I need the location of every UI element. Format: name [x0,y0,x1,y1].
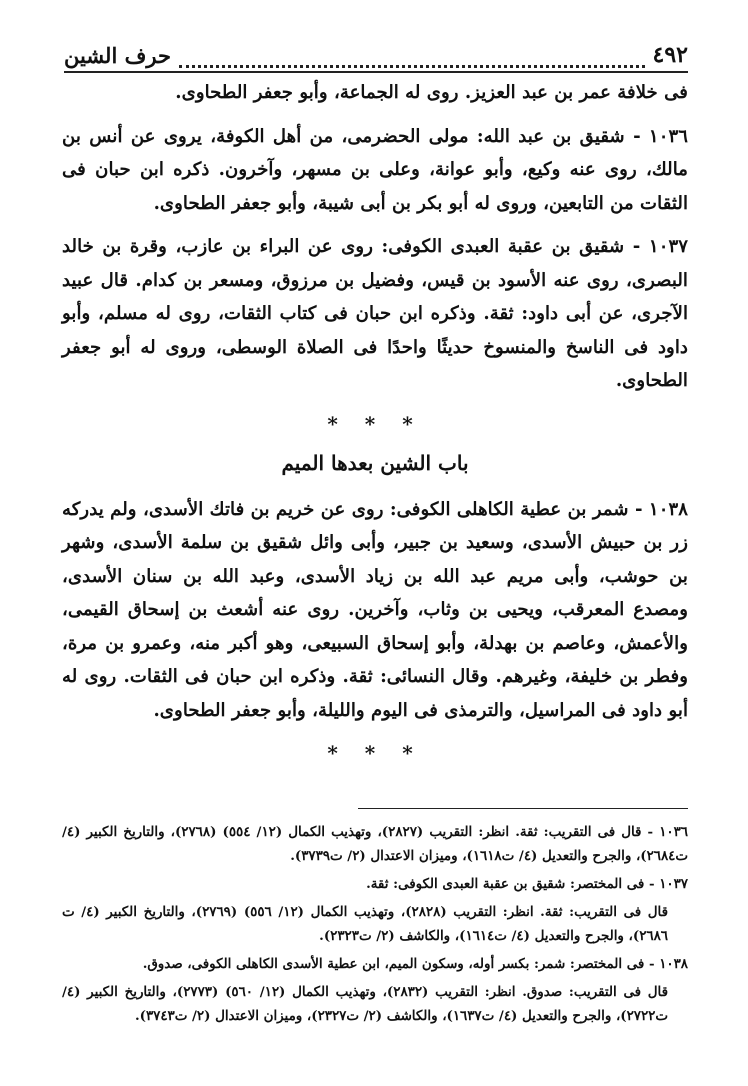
running-title: حرف الشين [64,43,171,68]
footnotes [62,820,688,1032]
footnote-1037-detail: قال فى التقريب: ثقة. انظر: التقريب (٢٨٢٨)، وتهذيب الكمال (١٢/ ٥٥٦) (٢٧٦٩)، والتاريخ الكبير (٤/ ت ٢٦٨٦)، والجرح والتعديل (٤/ ت١٦١٤)، والكاشف (٢/ ت٢٣٢٣). [62,904,668,944]
entry-1036: ١٠٣٦ - شقيق بن عبد الله: مولى الحضرمى، من أهل الكوفة، يروى عن أنس بن مالك، روى عنه وكيع، وأبو عوانة، وعلى بن مسهر، وآخرون. ذكره ابن حبان فى الثقات من التابعين، وروى له أبو بكر بن أبى شيبة، وأبو جعفر الطحاوى. [62,125,688,214]
section-separator-2: * * * [327,741,423,765]
entry-1038: ١٠٣٨ - شمر بن عطية الكاهلى الكوفى: روى عن خريم بن فاتك الأسدى، ولم يدركه زر بن حبيش الأسدى، وسعيد بن جبير، وأبى وائل شقيق بن سلمة الأسدى، وشهر بن حوشب، وأبى مريم عبد الله بن زياد الأسدى، وعبد الله بن سنان الأسدى، ومصدع المعرقب، ويحيى بن وثاب، وآخرين. روى عنه أشعث بن إسحاق القيمى، والأعمش، وعاصم بن بهدلة، وأبو إسحاق السبيعى، وهو أكبر منه، وعمرو بن مرة، وفطر بن خليفة، وغيرهم. وقال النسائى: ثقة. وذكره ابن حبان فى الثقات. روى له أبو داود فى المراسيل، والترمذى فى اليوم والليلة، وأبو جعفر الطحاوى. [62,498,688,721]
footnote-1037-summary: ١٠٣٧ - فى المختصر: شقيق بن عقبة العبدى الكوفى: ثقة. [366,876,688,892]
footnote-1036: ١٠٣٦ - قال فى التقريب: ثقة. انظر: التقريب (٢٨٢٧)، وتهذيب الكمال (١٢/ ٥٥٤) (٢٧٦٨)، والتاريخ الكبير (٤/ ت٢٦٨٤)، والجرح والتعديل (٤/ ت١٦١٨)، وميزان الاعتدال (٢/ ت٣٧٣٩). [62,824,688,864]
header-dots [179,55,645,68]
footnote-1038-summary: ١٠٣٨ - فى المختصر: شمر: بكسر أوله، وسكون الميم، ابن عطية الأسدى الكاهلى الكوفى، صدوق. [142,956,688,972]
footnote-rule [358,808,688,809]
main-text [62,76,688,777]
footnote-1038-detail: قال فى التقريب: صدوق. انظر: التقريب (٢٨٣٢)، وتهذيب الكمال (١٢/ ٥٦٠) (٢٧٧٣)، والتاريخ الكبير (٤/ ت٢٧٢٢)، والجرح والتعديل (٤/ ت١٦٣٧)، والكاشف (٢/ ت٢٣٢٧)، وميزان الاعتدال (٢/ ت٣٧٤٣). [62,984,668,1024]
page-header [64,38,688,73]
page-number: ٤٩٢ [652,42,688,68]
paragraph-continuation: فى خلافة عمر بن عبد العزيز. روى له الجماعة، وأبو جعفر الطحاوى. [175,82,688,103]
entry-1037: ١٠٣٧ - شقيق بن عقبة العبدى الكوفى: روى عن البراء بن عازب، وقرة بن خالد البصرى، روى عنه الأسود بن قيس، وفضيل بن مرزوق، ومسعر بن كدام. قال عبيد الآجرى، عن أبى داود: ثقة. وذكره ابن حبان فى كتاب الثقات، روى له مسلم، وأبو داود فى الناسخ والمنسوخ حديثًا واحدًا فى الصلاة الوسطى، وروى له أبو جعفر الطحاوى. [62,236,688,391]
section-separator: * * * [327,411,423,436]
chapter-heading: باب الشين بعدها الميم [281,451,469,475]
